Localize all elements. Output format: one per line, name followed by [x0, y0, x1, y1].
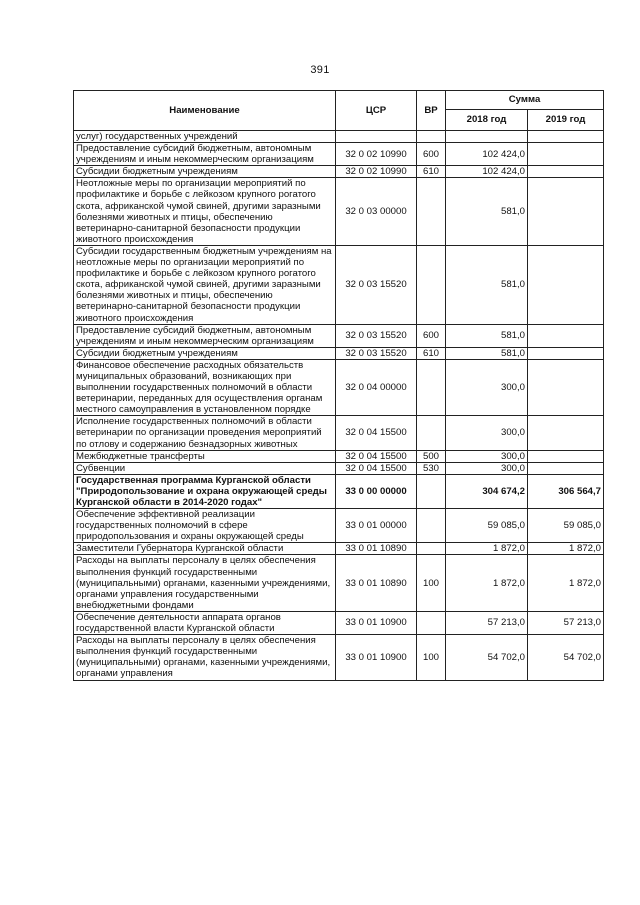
row-vr-code — [417, 131, 446, 143]
row-sum-2018: 581,0 — [446, 324, 528, 347]
row-csr-code: 32 0 04 15500 — [336, 450, 417, 462]
row-vr-code — [417, 416, 446, 450]
row-sum-2018: 57 213,0 — [446, 611, 528, 634]
header-sum: Сумма — [446, 91, 604, 110]
row-sum-2019 — [528, 178, 604, 246]
row-sum-2018: 581,0 — [446, 347, 528, 359]
row-csr-code — [336, 131, 417, 143]
row-vr-code — [417, 611, 446, 634]
row-csr-code: 32 0 03 15520 — [336, 347, 417, 359]
row-sum-2018: 1 872,0 — [446, 543, 528, 555]
row-csr-code: 32 0 02 10990 — [336, 166, 417, 178]
table-row — [74, 543, 604, 555]
row-sum-2019 — [528, 347, 604, 359]
row-sum-2019 — [528, 131, 604, 143]
header-csr: ЦСР — [336, 91, 417, 131]
row-sum-2019 — [528, 166, 604, 178]
row-sum-2018: 54 702,0 — [446, 635, 528, 680]
row-name: Расходы на выплаты персоналу в целях обеспечения выполнения функций государственными (муниципальными) органами, казенными учреждениями, органами управления государственными внебюджетными фондами — [74, 555, 336, 611]
row-csr-code: 32 0 04 15500 — [336, 416, 417, 450]
table-row — [74, 509, 604, 543]
row-sum-2018: 1 872,0 — [446, 555, 528, 611]
row-sum-2018: 300,0 — [446, 416, 528, 450]
row-name: Субсидии государственным бюджетным учреждениям на неотложные меры по организации мероприятий по профилактике и борьбе с лейкозом крупного рогатого скота, африканской чумой свиней, другими заразными болезнями животных и птицы, обеспечению ветеринарно-санитарной безопасности продукции животного происхождения — [74, 245, 336, 324]
table-row — [74, 131, 604, 143]
table-row — [74, 166, 604, 178]
row-csr-code: 33 0 01 00000 — [336, 509, 417, 543]
row-csr-code: 33 0 01 10890 — [336, 543, 417, 555]
table-row — [74, 611, 604, 634]
row-sum-2018: 581,0 — [446, 245, 528, 324]
row-sum-2019 — [528, 143, 604, 166]
row-sum-2019 — [528, 245, 604, 324]
table-row — [74, 359, 604, 415]
row-name: Обеспечение деятельности аппарата органов государственной власти Курганской области — [74, 611, 336, 634]
row-sum-2018 — [446, 131, 528, 143]
table-row — [74, 178, 604, 246]
row-vr-code: 530 — [417, 462, 446, 474]
table-row — [74, 635, 604, 680]
row-vr-code: 100 — [417, 635, 446, 680]
row-sum-2018: 304 674,2 — [446, 474, 528, 508]
row-csr-code: 33 0 01 10890 — [336, 555, 417, 611]
row-csr-code: 32 0 03 15520 — [336, 324, 417, 347]
row-name: услуг) государственных учреждений — [74, 131, 336, 143]
row-sum-2018: 300,0 — [446, 359, 528, 415]
row-vr-code — [417, 359, 446, 415]
row-csr-code: 32 0 03 15520 — [336, 245, 417, 324]
row-sum-2019 — [528, 462, 604, 474]
header-name: Наименование — [74, 91, 336, 131]
row-sum-2018: 102 424,0 — [446, 143, 528, 166]
row-name: Межбюджетные трансферты — [74, 450, 336, 462]
row-name: Предоставление субсидий бюджетным, автономным учреждениям и иным некоммерческим организациям — [74, 143, 336, 166]
row-name: Предоставление субсидий бюджетным, автономным учреждениям и иным некоммерческим организациям — [74, 324, 336, 347]
row-sum-2019: 306 564,7 — [528, 474, 604, 508]
row-name: Государственная программа Курганской области "Природопользование и охрана окружающей среды Курганской области в 2014-2020 годах" — [74, 474, 336, 508]
row-sum-2019 — [528, 324, 604, 347]
table-row — [74, 416, 604, 450]
row-sum-2018: 581,0 — [446, 178, 528, 246]
row-vr-code: 100 — [417, 555, 446, 611]
row-sum-2018: 300,0 — [446, 462, 528, 474]
budget-table — [73, 90, 604, 681]
row-vr-code: 610 — [417, 166, 446, 178]
row-sum-2019: 57 213,0 — [528, 611, 604, 634]
row-name: Обеспечение эффективной реализации государственных полномочий в сфере природопользования и охраны окружающей среды — [74, 509, 336, 543]
row-csr-code: 32 0 03 00000 — [336, 178, 417, 246]
row-name: Неотложные меры по организации мероприятий по профилактике и борьбе с лейкозом крупного рогатого скота, африканской чумой свиней, другими заразными болезнями животных и птицы, обеспечению ветеринарно-санитарной безопасности продукции животного происхождения — [74, 178, 336, 246]
row-name: Субсидии бюджетным учреждениям — [74, 166, 336, 178]
row-csr-code: 32 0 02 10990 — [336, 143, 417, 166]
row-name: Субсидии бюджетным учреждениям — [74, 347, 336, 359]
row-name: Заместители Губернатора Курганской области — [74, 543, 336, 555]
row-sum-2019 — [528, 416, 604, 450]
page-number: 391 — [310, 64, 330, 76]
table-row — [74, 245, 604, 324]
row-vr-code — [417, 509, 446, 543]
row-sum-2019: 59 085,0 — [528, 509, 604, 543]
row-sum-2018: 59 085,0 — [446, 509, 528, 543]
row-sum-2018: 102 424,0 — [446, 166, 528, 178]
table-row — [74, 474, 604, 508]
row-csr-code: 32 0 04 00000 — [336, 359, 417, 415]
row-vr-code: 600 — [417, 143, 446, 166]
row-name: Финансовое обеспечение расходных обязательств муниципальных образований, возникающих при выполнении государственных полномочий в области ветеринарии, переданных для осуществления органам местного самоуправления в установленном порядке — [74, 359, 336, 415]
row-sum-2019: 1 872,0 — [528, 543, 604, 555]
table-row — [74, 450, 604, 462]
row-name: Расходы на выплаты персоналу в целях обеспечения выполнения функций государственными (муниципальными) органами, казенными учреждениями, органами управления — [74, 635, 336, 680]
row-sum-2019 — [528, 359, 604, 415]
row-vr-code: 500 — [417, 450, 446, 462]
row-sum-2018: 300,0 — [446, 450, 528, 462]
table-row — [74, 555, 604, 611]
row-csr-code: 33 0 00 00000 — [336, 474, 417, 508]
row-vr-code: 610 — [417, 347, 446, 359]
header-year-2019: 2019 год — [528, 110, 604, 131]
row-csr-code: 32 0 04 15500 — [336, 462, 417, 474]
row-name: Субвенции — [74, 462, 336, 474]
row-vr-code: 600 — [417, 324, 446, 347]
table-row — [74, 462, 604, 474]
row-csr-code: 33 0 01 10900 — [336, 635, 417, 680]
row-name: Исполнение государственных полномочий в области ветеринарии по организации проведения мероприятий по отлову и содержанию безнадзорных животных — [74, 416, 336, 450]
row-vr-code — [417, 474, 446, 508]
row-sum-2019: 54 702,0 — [528, 635, 604, 680]
row-sum-2019 — [528, 450, 604, 462]
table-body — [74, 131, 604, 681]
row-vr-code — [417, 543, 446, 555]
table-row — [74, 324, 604, 347]
table-row — [74, 143, 604, 166]
row-vr-code — [417, 245, 446, 324]
header-year-2018: 2018 год — [446, 110, 528, 131]
row-sum-2019: 1 872,0 — [528, 555, 604, 611]
row-csr-code: 33 0 01 10900 — [336, 611, 417, 634]
row-vr-code — [417, 178, 446, 246]
header-vr: ВР — [417, 91, 446, 131]
table-row — [74, 347, 604, 359]
